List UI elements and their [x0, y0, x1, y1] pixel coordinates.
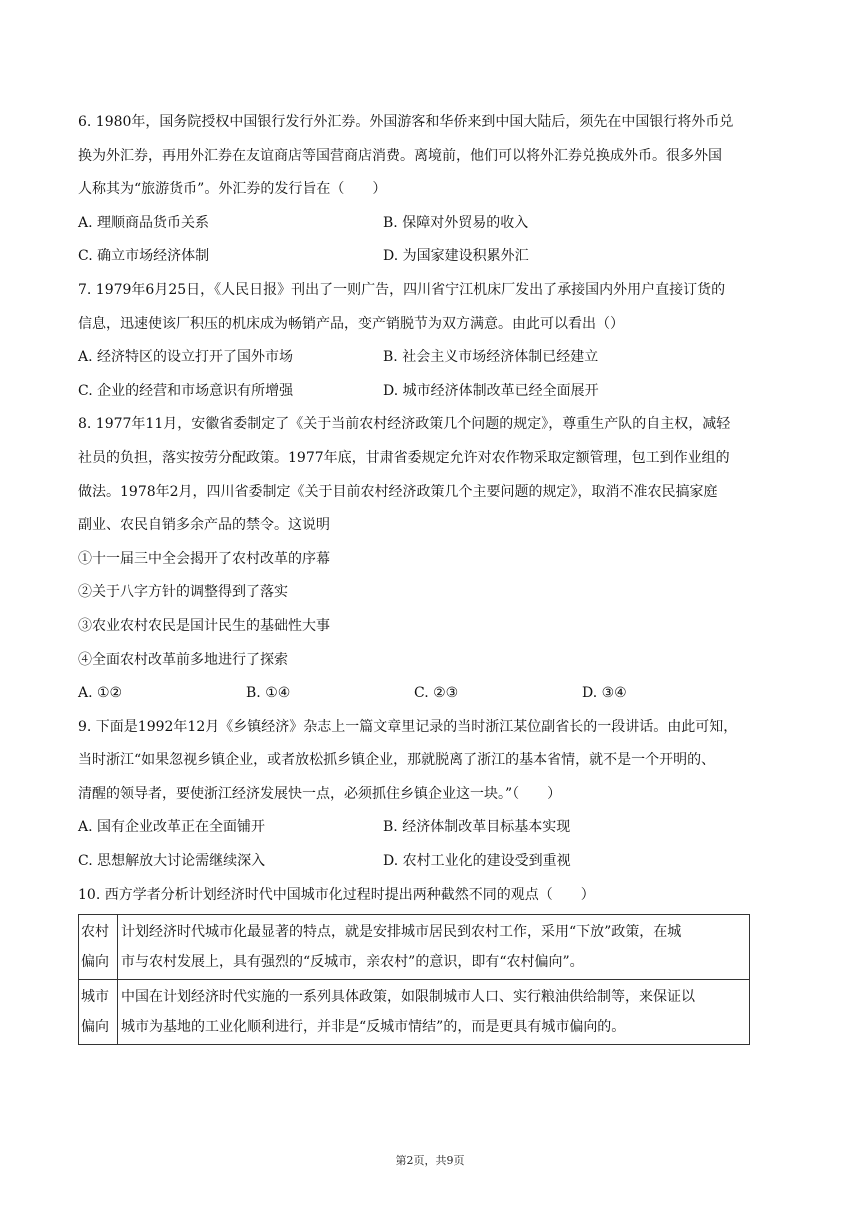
question-8-stem-line: 社员的负担，落实按劳分配政策。1977年底，甘肃省委规定允许对农作物采取定额管理，包工到作业组的: [78, 449, 730, 466]
question-7-stem-line: 信息，迅速使该厂积压的机床成为畅销产品，变产销脱节为双方满意。由此可以看出（）: [78, 315, 624, 332]
question-6-option-b[interactable]: B. 保障对外贸易的收入: [383, 214, 529, 231]
table-row: [79, 980, 750, 1045]
question-9-stem-line: 清醒的领导者，要使浙江经济发展快一点，必须抓住乡镇企业这一块。”（ ）: [78, 785, 562, 802]
question-8-statement: ④全面农村改革前多地进行了探索: [78, 651, 288, 668]
question-6-option-c[interactable]: C. 确立市场经济体制: [78, 248, 210, 265]
table-row-text: 计划经济时代城市化最显著的特点，就是安排城市居民到农村工作，采用“下放”政策，在城: [121, 924, 682, 941]
question-6-option-d[interactable]: D. 为国家建设积累外汇: [383, 248, 529, 265]
exam-page: [78, 106, 780, 1045]
question-9-stem-line: 当时浙江“如果忽视乡镇企业，或者放松抓乡镇企业，那就脱离了浙江的基本省情，就不是一个开明的、: [78, 752, 716, 769]
question-6-option-a[interactable]: A. 理顺商品货币关系: [78, 214, 210, 231]
question-8-options-row: [78, 677, 780, 711]
table-row-head-text: 偏向: [81, 1019, 109, 1036]
question-9-options-row: [78, 845, 780, 879]
question-7-option-a[interactable]: A. 经济特区的设立打开了国外市场: [78, 349, 294, 366]
table-row-head-text: 偏向: [81, 954, 109, 971]
question-8: [78, 408, 780, 710]
question-8-stem-line: 做法。1978年2月，四川省委制定《关于目前农村经济政策几个主要问题的规定》，取消不准农民搞家庭: [78, 483, 718, 500]
question-6-stem-line: 6. 1980年，国务院授权中国银行发行外汇券。外国游客和华侨来到中国大陆后，须先在中国银行将外币兑: [78, 114, 734, 130]
table-row-text: 中国在计划经济时代实施的一系列具体政策，如限制城市人口、实行粮油供给制等，来保证以: [121, 989, 695, 1006]
question-6-options-row: [78, 240, 780, 274]
question-6-stem-line: 人称其为“旅游货币”。外汇券的发行旨在（ ）: [78, 181, 387, 198]
question-9: [78, 711, 780, 879]
question-8-option-a[interactable]: A. ①②: [78, 685, 123, 702]
question-9-options-row: [78, 811, 780, 845]
question-10-stem-line: 10. 西方学者分析计划经济时代中国城市化过程时提出两种截然不同的观点（ ）: [78, 886, 595, 903]
question-8-option-b[interactable]: B. ①④: [246, 685, 291, 702]
question-7-option-c[interactable]: C. 企业的经营和市场意识有所增强: [78, 382, 294, 399]
question-8-stem-line: 副业、农民自销多余产品的禁令。这说明: [78, 517, 330, 534]
question-7-option-b[interactable]: B. 社会主义市场经济体制已经建立: [383, 349, 599, 366]
question-8-stem-line: 8. 1977年11月，安徽省委制定了《关于当前农村经济政策几个问题的规定》，尊重生产队的自主权，减轻: [78, 416, 731, 433]
question-7: [78, 274, 780, 408]
question-9-option-a[interactable]: A. 国有企业改革正在全面铺开: [78, 819, 266, 836]
question-8-statement: ②关于八字方针的调整得到了落实: [78, 584, 288, 601]
table-row-content: [118, 980, 750, 1045]
question-7-options-row: [78, 341, 780, 375]
question-9-stem-line: 9. 下面是1992年12月《乡镇经济》杂志上一篇文章里记录的当时浙江某位副省长的一段讲话。由此可知，: [78, 718, 738, 735]
table-row-head: [79, 915, 118, 980]
table-row-text: 城市为基地的工业化顺利进行，并非是“反城市情结”的，而是更具有城市偏向的。: [121, 1019, 626, 1036]
table-row-head-text: 城市: [81, 989, 109, 1006]
question-9-option-b[interactable]: B. 经济体制改革目标基本实现: [383, 819, 571, 836]
table-row-text: 市与农村发展上，具有强烈的“反城市，亲农村”的意识，即有“农村偏向”。: [121, 954, 584, 971]
question-6-options-row: [78, 207, 780, 241]
question-8-statement: ③农业农村农民是国计民生的基础性大事: [78, 617, 330, 634]
table-row: [79, 915, 750, 980]
viewpoint-table: [78, 914, 750, 1045]
question-8-statement: ①十一届三中全会揭开了农村改革的序幕: [78, 550, 330, 567]
question-7-option-d[interactable]: D. 城市经济体制改革已经全面展开: [383, 382, 599, 399]
question-6: [78, 106, 780, 274]
question-10: [78, 879, 780, 1046]
page-number-footer: 第2页，共9页: [395, 1154, 465, 1167]
table-row-head-text: 农村: [81, 924, 109, 941]
question-9-option-d[interactable]: D. 农村工业化的建设受到重视: [383, 853, 571, 870]
question-9-option-c[interactable]: C. 思想解放大讨论需继续深入: [78, 853, 266, 870]
question-8-option-d[interactable]: D. ③④: [582, 685, 627, 702]
question-7-options-row: [78, 375, 780, 409]
question-7-stem-line: 7. 1979年6月25日，《人民日报》刊出了一则广告，四川省宁江机床厂发出了承接国内外用户直接订货的: [78, 281, 726, 298]
question-8-option-c[interactable]: C. ②③: [414, 685, 459, 702]
question-6-stem-line: 换为外汇券，再用外汇券在友谊商店等国营商店消费。离境前，他们可以将外汇券兑换成外币。很多外国: [78, 147, 722, 164]
table-row-content: [118, 915, 750, 980]
table-row-head: [79, 980, 118, 1045]
